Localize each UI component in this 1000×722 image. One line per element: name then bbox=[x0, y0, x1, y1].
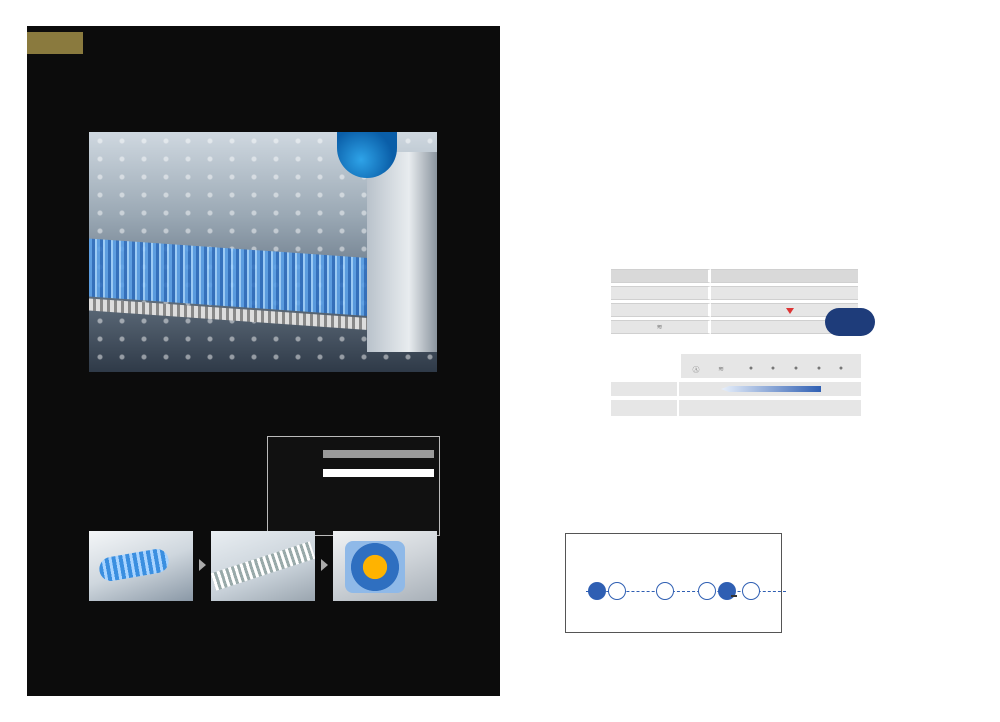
db-value-20 bbox=[608, 582, 626, 600]
table-header-row bbox=[611, 269, 858, 283]
quiet-fan-icon: ≋ bbox=[718, 366, 724, 373]
table-row bbox=[611, 286, 858, 300]
db-reduction-badge bbox=[825, 308, 875, 336]
benefit-tab bbox=[27, 32, 83, 54]
step-3-image bbox=[333, 531, 437, 601]
quiet-fan-icon: ≋ bbox=[656, 324, 663, 331]
step-1-image bbox=[89, 531, 193, 601]
db-unit-label bbox=[731, 595, 737, 597]
hero-filter-image bbox=[89, 132, 437, 372]
auto-fan-icon: Ⓐ bbox=[692, 367, 700, 374]
fan-speed-row bbox=[611, 382, 861, 396]
fan-speed-diagram bbox=[611, 354, 861, 422]
sound-pressure-table bbox=[611, 266, 858, 337]
fan-speed-icons bbox=[681, 354, 861, 378]
ac-unit-side-graphic bbox=[367, 152, 437, 352]
fan-step-icon: ● bbox=[793, 365, 799, 372]
fan-step-icon: ● bbox=[838, 365, 844, 372]
electricity-box bbox=[267, 436, 440, 536]
table-row bbox=[611, 303, 858, 317]
db-value-50 bbox=[742, 582, 760, 600]
db-value-43 bbox=[718, 582, 736, 600]
table-cell-speed bbox=[611, 320, 711, 334]
table-cell-speed bbox=[611, 286, 711, 300]
table-cell-speed bbox=[611, 303, 711, 317]
db-value-40 bbox=[698, 582, 716, 600]
db-value-19 bbox=[588, 582, 606, 600]
electricity-bar-with bbox=[323, 469, 434, 477]
db-value-30 bbox=[656, 582, 674, 600]
fan-speed-label bbox=[611, 382, 679, 396]
table-header bbox=[711, 269, 858, 283]
electricity-row-without bbox=[273, 446, 434, 462]
decrease-arrow-icon bbox=[786, 308, 794, 314]
left-page bbox=[27, 26, 500, 696]
step-2-image bbox=[211, 531, 315, 601]
whisper-box bbox=[565, 533, 782, 633]
fan-step-icon: ● bbox=[816, 365, 822, 372]
sound-pressure-row bbox=[611, 400, 861, 416]
right-page bbox=[500, 26, 973, 696]
fan-step-icon: ● bbox=[748, 365, 754, 372]
table-cell-level bbox=[711, 286, 858, 300]
electricity-bar-without bbox=[323, 450, 434, 458]
sound-pressure-label bbox=[611, 400, 679, 416]
table-row bbox=[611, 320, 858, 334]
table-header bbox=[611, 269, 711, 283]
fan-speed-gradient-bar bbox=[721, 386, 821, 392]
fan-step-icon: ● bbox=[770, 365, 776, 372]
step-arrow-icon bbox=[199, 559, 206, 571]
electricity-row-with bbox=[273, 465, 434, 481]
step-arrow-icon bbox=[321, 559, 328, 571]
